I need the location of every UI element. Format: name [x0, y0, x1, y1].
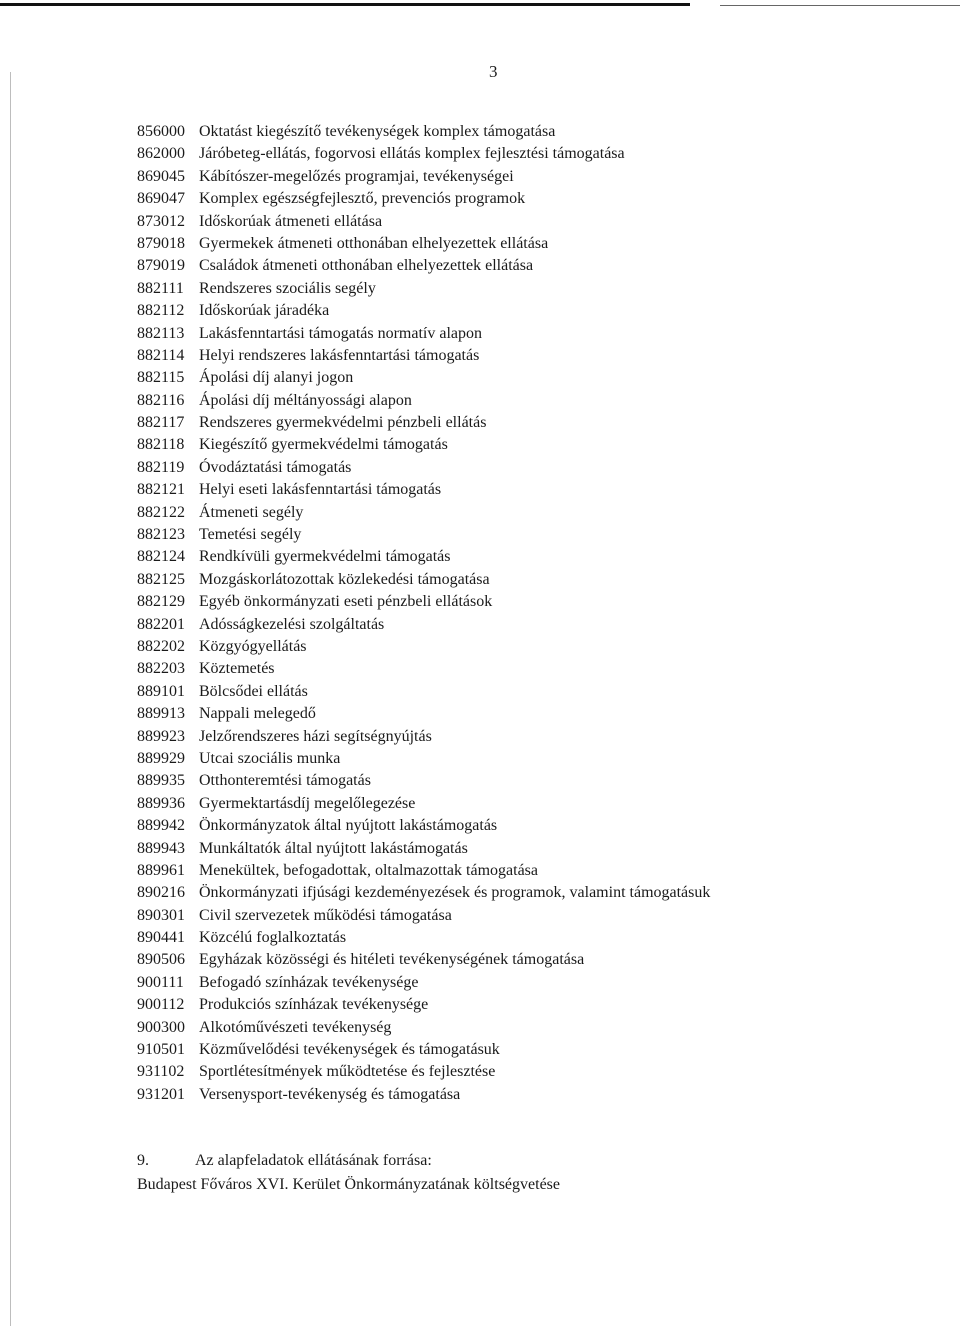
code-list-item — [137, 860, 710, 882]
activity-label: Rendkívüli gyermekvédelmi támogatás — [199, 548, 451, 566]
activity-label: Jelzőrendszeres házi segítségnyújtás — [199, 727, 432, 745]
code-list-item — [137, 300, 710, 322]
activity-code: 890506 — [137, 951, 185, 969]
activity-code: 879019 — [137, 257, 185, 275]
code-list-item — [137, 748, 710, 770]
code-list-item — [137, 681, 710, 703]
activity-label: Munkáltatók által nyújtott lakástámogatás — [199, 839, 468, 857]
activity-code: 869047 — [137, 190, 185, 208]
activity-label: Helyi rendszeres lakásfenntartási támogatás — [199, 346, 480, 364]
activity-code: 889942 — [137, 817, 185, 835]
activity-code: 889935 — [137, 772, 185, 790]
code-list-item — [137, 390, 710, 412]
activity-code: 882114 — [137, 346, 185, 364]
code-list-item — [137, 1039, 710, 1061]
code-list-item — [137, 1061, 710, 1083]
activity-code: 882115 — [137, 369, 185, 387]
activity-code: 889923 — [137, 727, 185, 745]
activity-label: Utcai szociális munka — [199, 749, 341, 767]
activity-label: Sportlétesítmények működtetése és fejlesztése — [199, 1063, 496, 1081]
code-list-item — [137, 1017, 710, 1039]
code-list-item — [137, 233, 710, 255]
activity-label: Otthonteremtési támogatás — [199, 772, 371, 790]
activity-label: Önkormányzati ifjúsági kezdeményezések és programok, valamint támogatásuk — [199, 884, 711, 902]
activity-label: Ápolási díj alanyi jogon — [199, 369, 354, 387]
activity-code: 856000 — [137, 123, 185, 140]
code-list-item — [137, 838, 710, 860]
activity-label: Adósságkezelési szolgáltatás — [199, 615, 385, 633]
code-list-item — [137, 949, 710, 971]
activity-label: Egyházak közösségi és hitéleti tevékenységének támogatása — [199, 951, 585, 969]
activity-code: 882202 — [137, 637, 185, 655]
activity-code: 882112 — [137, 302, 185, 320]
source-section — [137, 1149, 560, 1197]
activity-label: Rendszeres szociális segély — [199, 279, 376, 297]
code-list-item — [137, 569, 710, 591]
activity-label: Közművelődési tevékenységek és támogatásuk — [199, 1041, 500, 1059]
activity-code: 882125 — [137, 570, 185, 588]
activity-label: Köztemetés — [199, 660, 275, 678]
code-list-item — [137, 770, 710, 792]
activity-code: 882118 — [137, 436, 185, 454]
section-heading: Az alapfeladatok ellátásának forrása: — [195, 1152, 432, 1169]
code-list-item — [137, 367, 710, 389]
code-list-item — [137, 546, 710, 568]
activity-label: Mozgáskorlátozottak közlekedési támogatása — [199, 570, 490, 588]
activity-code-list — [137, 121, 710, 1106]
activity-label: Közcélú foglalkoztatás — [199, 929, 347, 947]
activity-label: Menekültek, befogadottak, oltalmazottak támogatása — [199, 861, 538, 879]
code-list-item — [137, 502, 710, 524]
code-list-item — [137, 188, 710, 210]
code-list-item — [137, 524, 710, 546]
code-list-item — [137, 726, 710, 748]
activity-code: 910501 — [137, 1041, 185, 1059]
activity-code: 882119 — [137, 458, 185, 476]
activity-label: Ápolási díj méltányossági alapon — [199, 391, 412, 409]
activity-code: 931201 — [137, 1085, 185, 1103]
activity-label: Alkotóművészeti tevékenység — [199, 1018, 392, 1036]
activity-code: 882201 — [137, 615, 185, 633]
activity-label: Rendszeres gyermekvédelmi pénzbeli ellátás — [199, 414, 487, 432]
activity-label: Családok átmeneti otthonában elhelyezettek ellátása — [199, 257, 534, 275]
code-list-item — [137, 278, 710, 300]
activity-label: Lakásfenntartási támogatás normatív alapon — [199, 324, 483, 342]
code-list-item — [137, 614, 710, 636]
activity-code: 890216 — [137, 884, 185, 902]
activity-code: 882123 — [137, 526, 185, 544]
code-list-item — [137, 121, 710, 143]
activity-label: Időskorúak járadéka — [199, 302, 330, 320]
activity-code: 890441 — [137, 929, 185, 947]
page-number: 3 — [489, 62, 498, 81]
code-list-item — [137, 255, 710, 277]
activity-code: 873012 — [137, 212, 185, 230]
activity-label: Civil szervezetek működési támogatása — [199, 906, 452, 924]
activity-label: Időskorúak átmeneti ellátása — [199, 212, 383, 230]
code-list-item — [137, 972, 710, 994]
activity-code: 931102 — [137, 1063, 185, 1081]
activity-code: 889913 — [137, 705, 185, 723]
activity-label: Produkciós színházak tevékenysége — [199, 996, 429, 1014]
activity-code: 882111 — [137, 279, 184, 297]
activity-code: 889961 — [137, 861, 185, 879]
activity-code: 882117 — [137, 414, 185, 432]
section-number: 9. — [137, 1152, 149, 1169]
activity-code: 862000 — [137, 145, 185, 163]
activity-code: 900111 — [137, 973, 184, 991]
activity-label: Komplex egészségfejlesztő, prevenciós programok — [199, 190, 526, 208]
activity-label: Közgyógyellátás — [199, 637, 307, 655]
code-list-item — [137, 143, 710, 165]
activity-label: Helyi eseti lakásfenntartási támogatás — [199, 481, 442, 499]
activity-label: Bölcsődei ellátás — [199, 682, 308, 700]
activity-code: 882122 — [137, 503, 185, 521]
code-list-item — [137, 591, 710, 613]
activity-label: Kiegészítő gyermekvédelmi támogatás — [199, 436, 448, 454]
activity-label: Járóbeteg-ellátás, fogorvosi ellátás komplex fejlesztési támogatása — [199, 145, 625, 163]
activity-code: 882116 — [137, 391, 185, 409]
source-heading — [137, 1149, 560, 1173]
activity-code: 889929 — [137, 749, 185, 767]
activity-code: 889943 — [137, 839, 185, 857]
code-list-item — [137, 815, 710, 837]
activity-code: 889936 — [137, 794, 185, 812]
activity-code: 890301 — [137, 906, 185, 924]
activity-code: 879018 — [137, 234, 185, 252]
source-text: Budapest Főváros XVI. Kerület Önkormányzatának költségvetése — [137, 1176, 560, 1193]
top-border-rule — [0, 3, 690, 6]
code-list-item — [137, 457, 710, 479]
code-list-item — [137, 412, 710, 434]
code-list-item — [137, 345, 710, 367]
activity-code: 869045 — [137, 167, 185, 185]
code-list-item — [137, 1084, 710, 1106]
activity-code: 882124 — [137, 548, 185, 566]
top-border-rule-tail — [720, 5, 960, 6]
activity-code: 900112 — [137, 996, 185, 1014]
activity-label: Befogadó színházak tevékenysége — [199, 973, 419, 991]
activity-label: Temetési segély — [199, 526, 302, 544]
activity-label: Átmeneti segély — [199, 503, 304, 521]
code-list-item — [137, 479, 710, 501]
code-list-item — [137, 927, 710, 949]
activity-label: Oktatást kiegészítő tevékenységek komplex támogatása — [199, 123, 556, 140]
code-list-item — [137, 994, 710, 1016]
activity-code: 882113 — [137, 324, 185, 342]
code-list-item — [137, 211, 710, 233]
code-list-item — [137, 434, 710, 456]
left-margin-line — [10, 72, 11, 1326]
code-list-item — [137, 636, 710, 658]
activity-code: 882121 — [137, 481, 185, 499]
activity-code: 889101 — [137, 682, 185, 700]
activity-label: Óvodáztatási támogatás — [199, 458, 352, 476]
activity-label: Nappali melegedő — [199, 705, 316, 723]
activity-label: Versenysport-tevékenység és támogatása — [199, 1085, 461, 1103]
activity-label: Egyéb önkormányzati eseti pénzbeli ellátások — [199, 593, 493, 611]
code-list-item — [137, 703, 710, 725]
activity-label: Önkormányzatok által nyújtott lakástámogatás — [199, 817, 498, 835]
activity-label: Kábítószer-megelőzés programjai, tevékenységei — [199, 167, 514, 185]
activity-code: 900300 — [137, 1018, 185, 1036]
activity-code: 882203 — [137, 660, 185, 678]
code-list-item — [137, 323, 710, 345]
code-list-item — [137, 166, 710, 188]
activity-label: Gyermektartásdíj megelőlegezése — [199, 794, 416, 812]
code-list-item — [137, 658, 710, 680]
activity-label: Gyermekek átmeneti otthonában elhelyezettek ellátása — [199, 234, 549, 252]
activity-code: 882129 — [137, 593, 185, 611]
code-list-item — [137, 793, 710, 815]
code-list-item — [137, 905, 710, 927]
code-list-item — [137, 882, 710, 904]
